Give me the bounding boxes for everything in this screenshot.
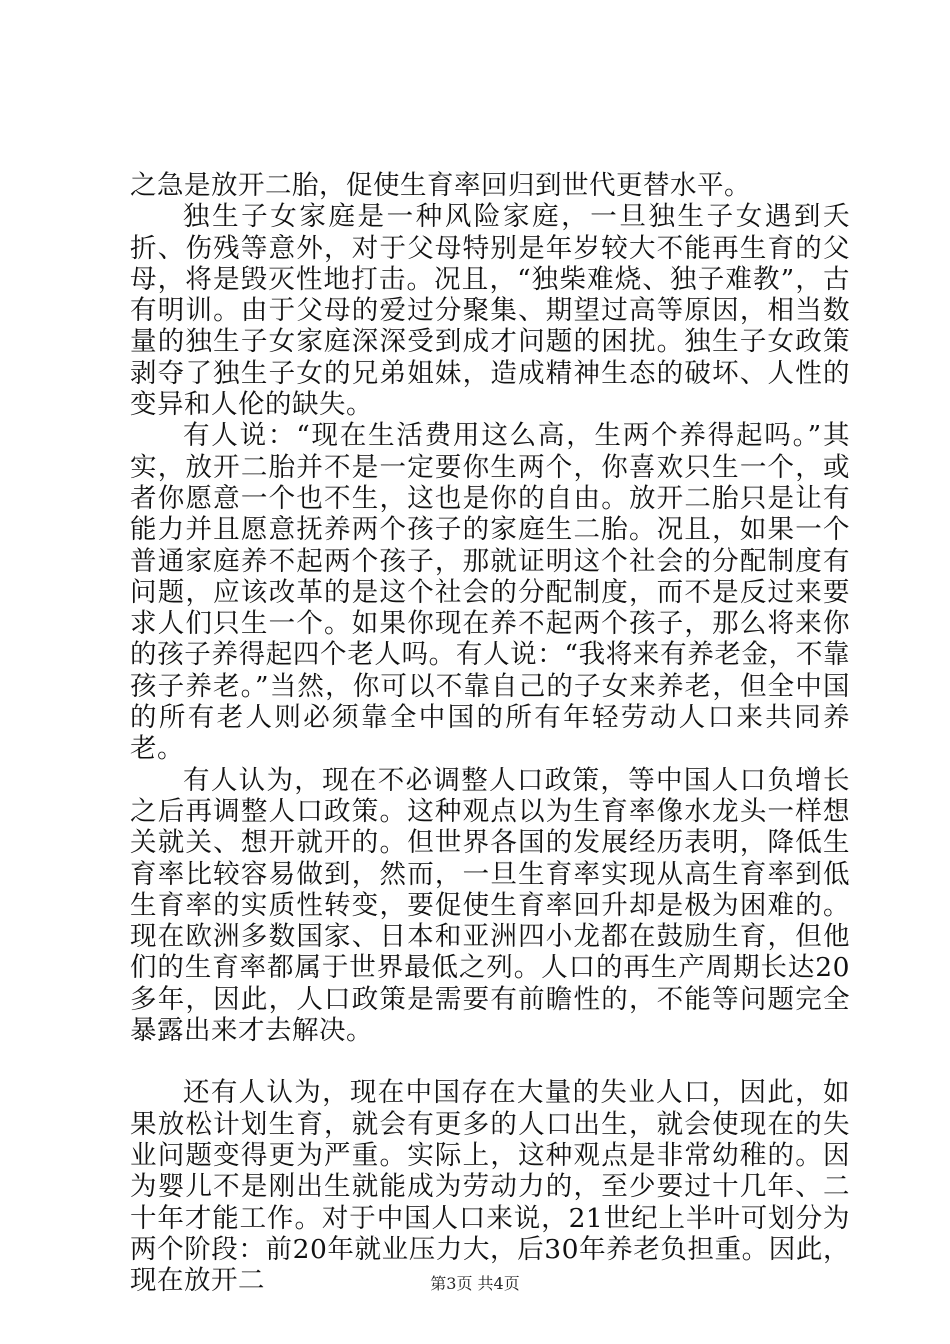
paragraph-cost-of-raising: 有人说：“现在生活费用这么高，生两个养得起吗。”其实，放开二胎并不是一定要你生两个，你喜欢只生一个，或者你愿意一个也不生，这也是你的自由。放开二胎只是让有能力并且愿意抚养两个孩子的家庭生二胎。况且，如果一个普通家庭养不起两个孩子，那就证明这个社会的分配制度有问题，应该改革的是这个社会的分配制度，而不是反过来要求人们只生一个。如果你现在养不起两个孩子，那么将来你的孩子养得起四个老人吗。有人说：“我将来有养老金，不靠孩子养老。”当然，你可以不靠自己的子女来养老，但全中国的所有老人则必须靠全中国的所有年轻劳动人口来共同养老。 (130, 420, 850, 765)
paragraph-policy-timing: 有人认为，现在不必调整人口政策，等中国人口负增长之后再调整人口政策。这种观点以为生育率像水龙头一样想关就关、想开就开的。但世界各国的发展经历表明，降低生育率比较容易做到，然而，一旦生育率实现从高生育率到低生育率的实质性转变，要促使生育率回升却是极为困难的。现在欧洲多数国家、日本和亚洲四小龙都在鼓励生育，但他们的生育率都属于世界最低之列。人口的再生产周期长达20多年，因此，人口政策是需要有前瞻性的，不能等问题完全暴露出来才去解决。 (130, 764, 850, 1047)
paragraph-continuation: 之急是放开二胎，促使生育率回归到世代更替水平。 (130, 170, 751, 201)
paragraph-only-child-risk: 独生子女家庭是一种风险家庭，一旦独生子女遇到夭折、伤残等意外，对于父母特别是年岁较大不能再生育的父母，将是毁灭性地打击。况且，“独柴难烧、独子难教”，古有明训。由于父母的爱过分聚集、期望过高等原因，相当数量的独生子女家庭深深受到成才问题的困扰。独生子女政策剥夺了独生子女的兄弟姐妹，造成精神生态的破坏、人性的变异和人伦的缺失。 (130, 201, 850, 421)
document-body (130, 170, 850, 1296)
page-footer: 第3页 共4页 (430, 1274, 520, 1293)
paragraph-unemployment: 还有人认为，现在中国存在大量的失业人口，因此，如果放松计划生育，就会有更多的人口出生，就会使现在的失业问题变得更为严重。实际上，这种观点是非常幼稚的。因为婴儿不是刚出生就能成为劳动力的，至少要过十几年、二十年才能工作。对于中国人口来说，21世纪上半叶可划分为两个阶段：前20年就业压力大，后30年养老负担重。因此，现在放开二 (130, 1077, 850, 1297)
